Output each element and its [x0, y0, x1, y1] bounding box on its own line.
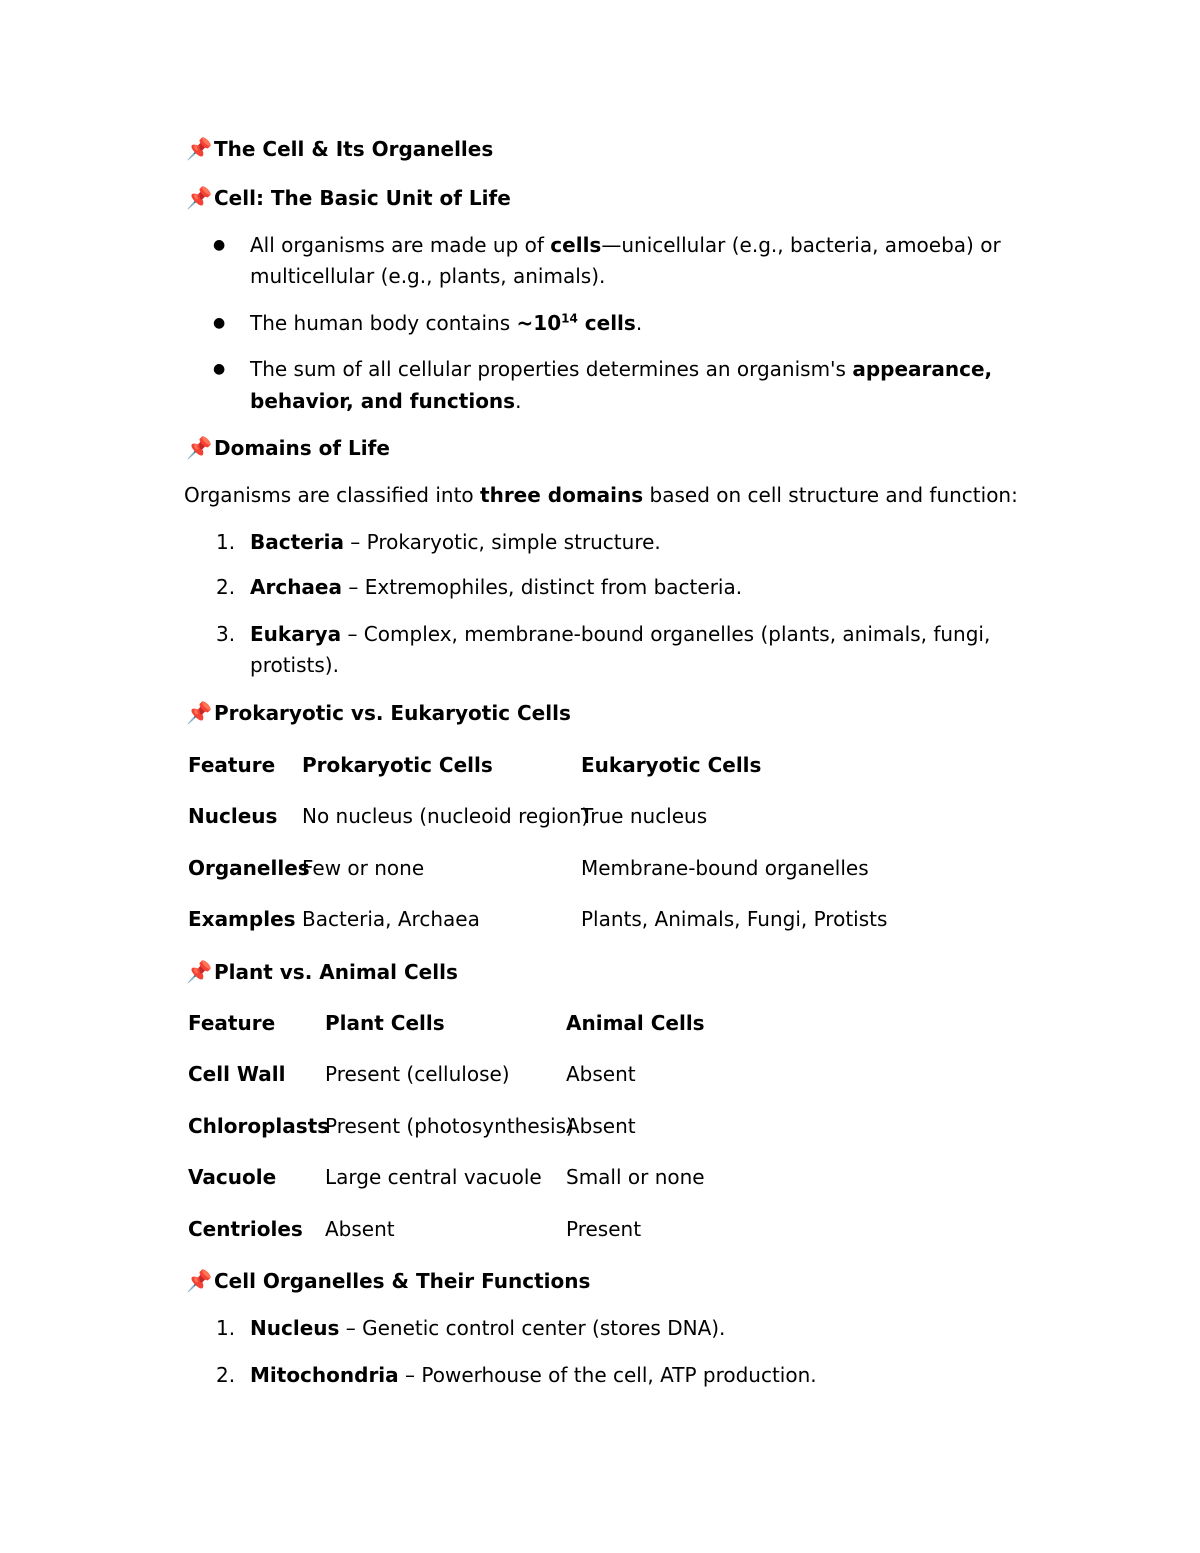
pushpin-icon: 📌: [186, 960, 213, 984]
bullet-icon: ●: [213, 315, 226, 331]
bullet-icon: ●: [213, 361, 226, 377]
section-heading-prok-euk: 📌Prokaryotic vs. Eukaryotic Cells: [186, 701, 571, 725]
pushpin-icon: 📌: [186, 186, 213, 210]
pushpin-icon: 📌: [186, 1269, 213, 1293]
list-item-continuation: protists).: [250, 653, 339, 677]
section-heading-organelles: 📌Cell Organelles & Their Functions: [186, 1269, 591, 1293]
bullet-item-continuation: behavior, and functions.: [250, 389, 522, 413]
bullet-icon: ●: [213, 237, 226, 253]
document-page: 📌The Cell & Its Organelles 📌Cell: The Basic Unit of Life ● All organisms are made up of cells—unicellular (e.g., bacteria, amoeba) or multicellular (e.g., plants, animals). ● The human body contains $\sim 10^{14}$ cells. ● The sum of all cellular properties determines an organism's appearance, behavior, and functions. 📌Domains of Life Organisms are classified into three domains based on cell structure and function: 1. Bacteria – Prokaryotic, simple structure. 2. Archaea – Extremophiles, distinct from bacteria. 3. Eukarya – Complex, membrane-bound organelles (plants, animals, fungi, protists). 📌Prokaryotic vs. Eukaryotic Cells Feature Prokaryotic Cells Eukaryotic Cells Nucleus No nucleus (nucleoid region) True nucleus Organelles Few or none Membrane-bound organelles Examples Bacteria, Archaea Plants, Animals, Fungi, Protists 📌Plant vs. Animal Cells Feature Plant Cells Animal Cells Cell Wall Present (cellulose) Absent Chloroplasts Present (photosynthesis) Absent Vacuole Large central vacuole Small or none Centrioles Absent Present 📌Cell Organelles & Their Functions 1. Nucleus – Genetic control center (stores DNA). 2. Mitochondria – Powerhouse of the cell, ATP production.: [184, 137, 1018, 1387]
pushpin-icon: 📌: [186, 137, 213, 161]
document-title: 📌The Cell & Its Organelles: [186, 137, 494, 161]
domains-intro: Organisms are classified into three domains based on cell structure and function:: [184, 483, 1018, 507]
pushpin-icon: 📌: [186, 701, 213, 725]
section-heading-plant-animal: 📌Plant vs. Animal Cells: [186, 960, 458, 984]
section-heading-domains: 📌Domains of Life: [186, 436, 390, 460]
bullet-item-continuation: multicellular (e.g., plants, animals).: [250, 264, 606, 288]
pushpin-icon: 📌: [186, 436, 213, 460]
section-heading-cell: 📌Cell: The Basic Unit of Life: [186, 186, 511, 210]
